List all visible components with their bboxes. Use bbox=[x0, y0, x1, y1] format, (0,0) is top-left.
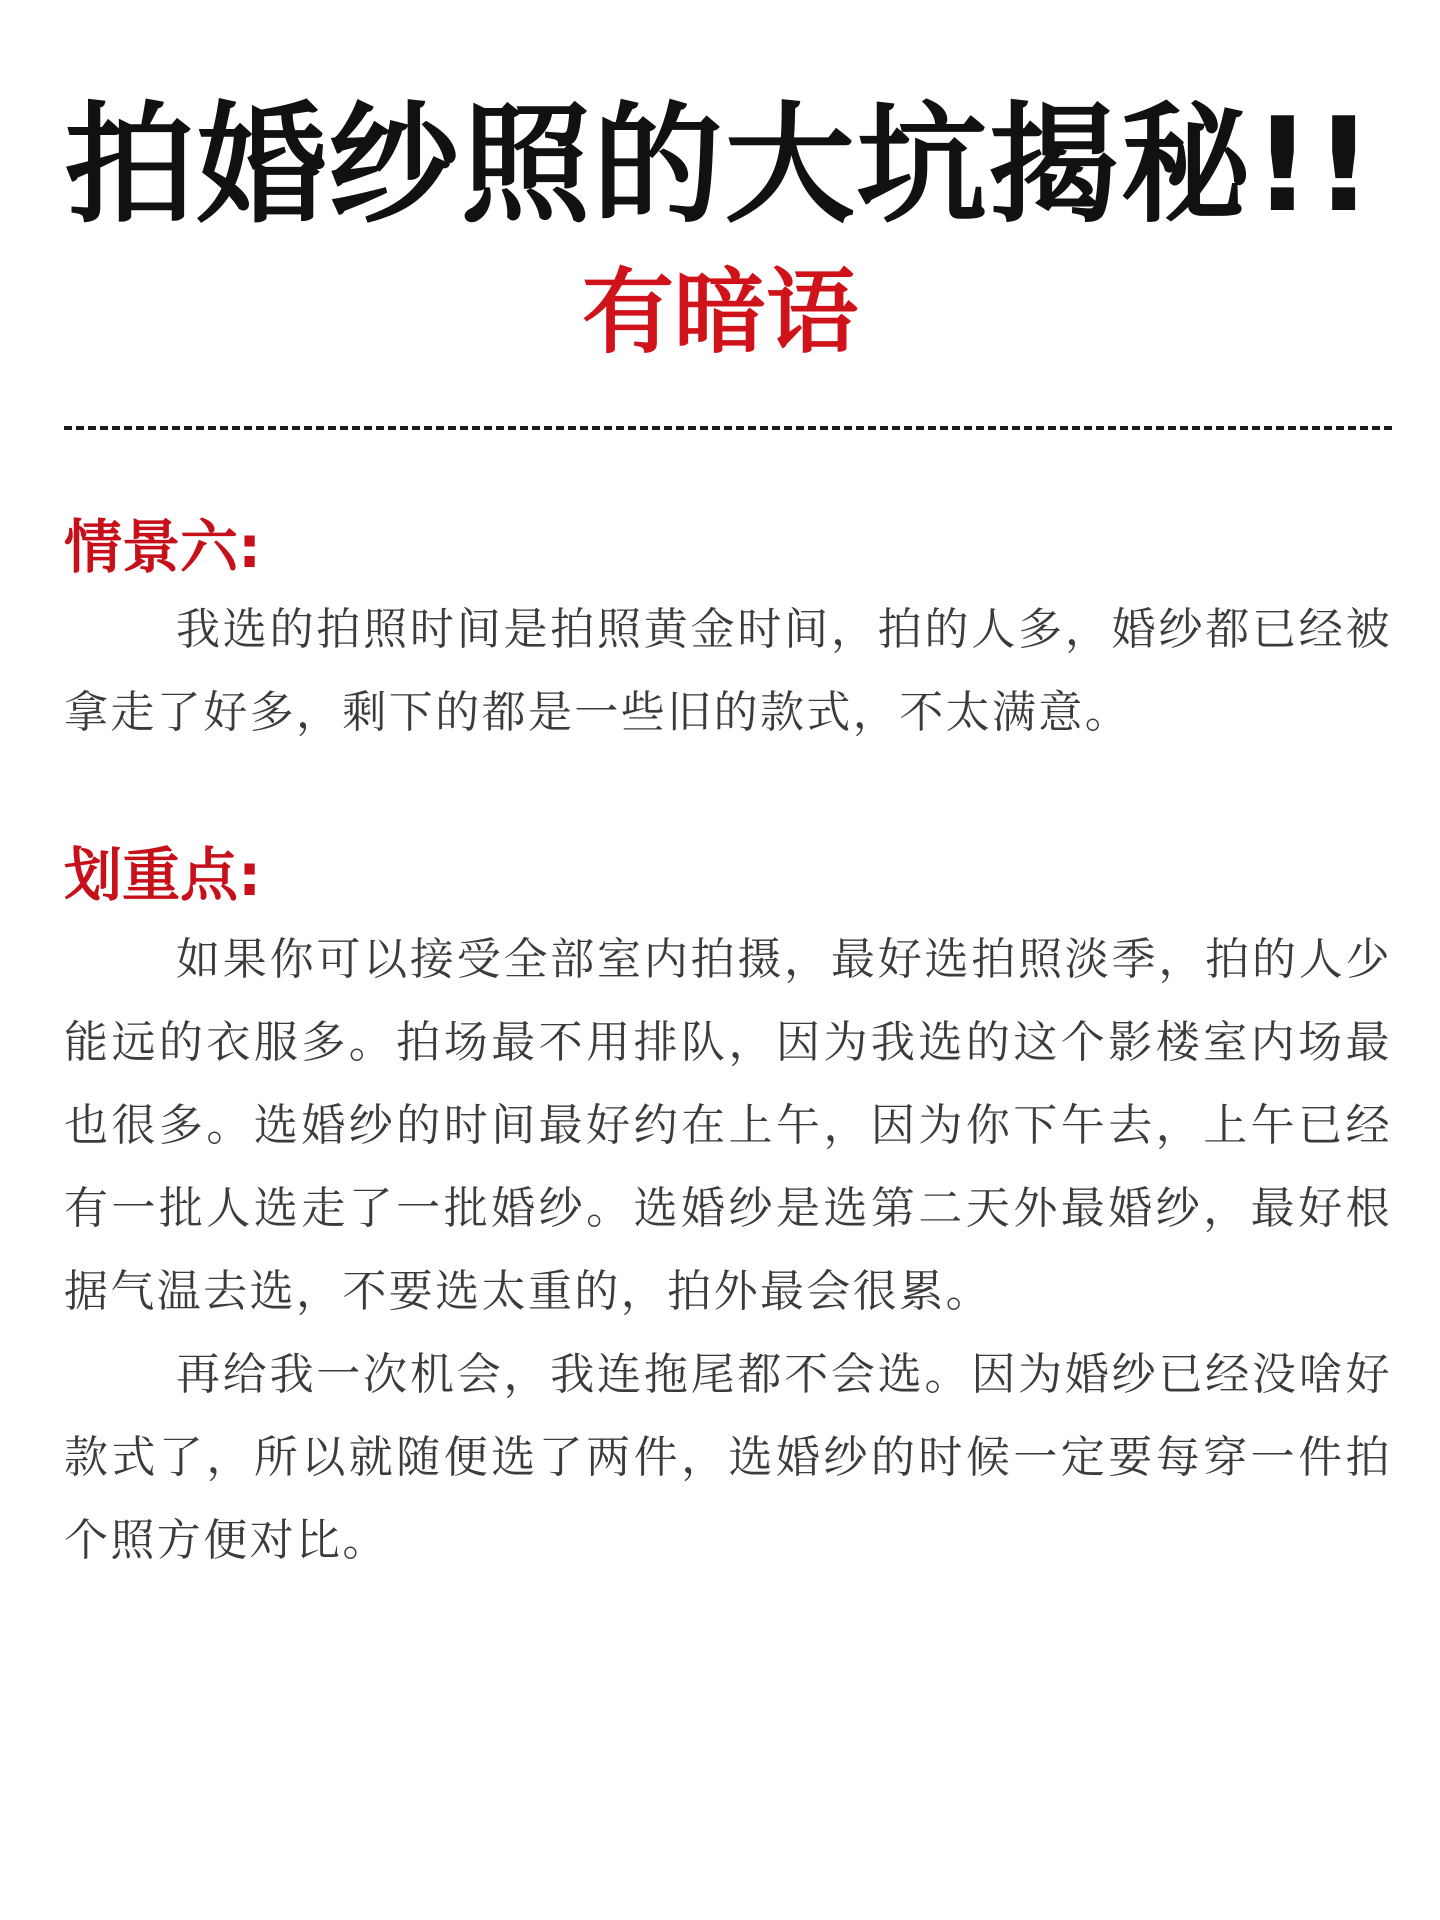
section-heading-key-points: 划重点: bbox=[64, 841, 262, 909]
section-heading-scenario: 情景六: bbox=[64, 513, 262, 581]
key-points-paragraph-1: 如果你可以接受全部室内拍摄，最好选拍照淡季，拍的人少能远的衣服多。拍场最不用排队，因为我选的这个影楼室内场最也很多。选婚纱的时间最好约在上午，因为你下午去，上午已经有一批人选走了一批婚纱。选婚纱是选第二天外最婚纱，最好根据气温去选，不要选太重的，拍外最会很累。 bbox=[64, 934, 1392, 1317]
page-subtitle: 有暗语 bbox=[581, 259, 858, 366]
page-title: 拍婚纱照的大坑揭秘!! bbox=[64, 89, 1376, 241]
scenario-paragraph: 我选的拍照时间是拍照黄金时间，拍的人多，婚纱都已经被拿走了好多，剩下的都是一些旧的款式，不太满意。 bbox=[64, 604, 1392, 738]
key-points-paragraph-2: 再给我一次机会，我连拖尾都不会选。因为婚纱已经没啥好款式了，所以就随便选了两件，选婚纱的时候一定要每穿一件拍个照方便对比。 bbox=[64, 1349, 1392, 1566]
dashed-divider bbox=[64, 426, 1392, 430]
